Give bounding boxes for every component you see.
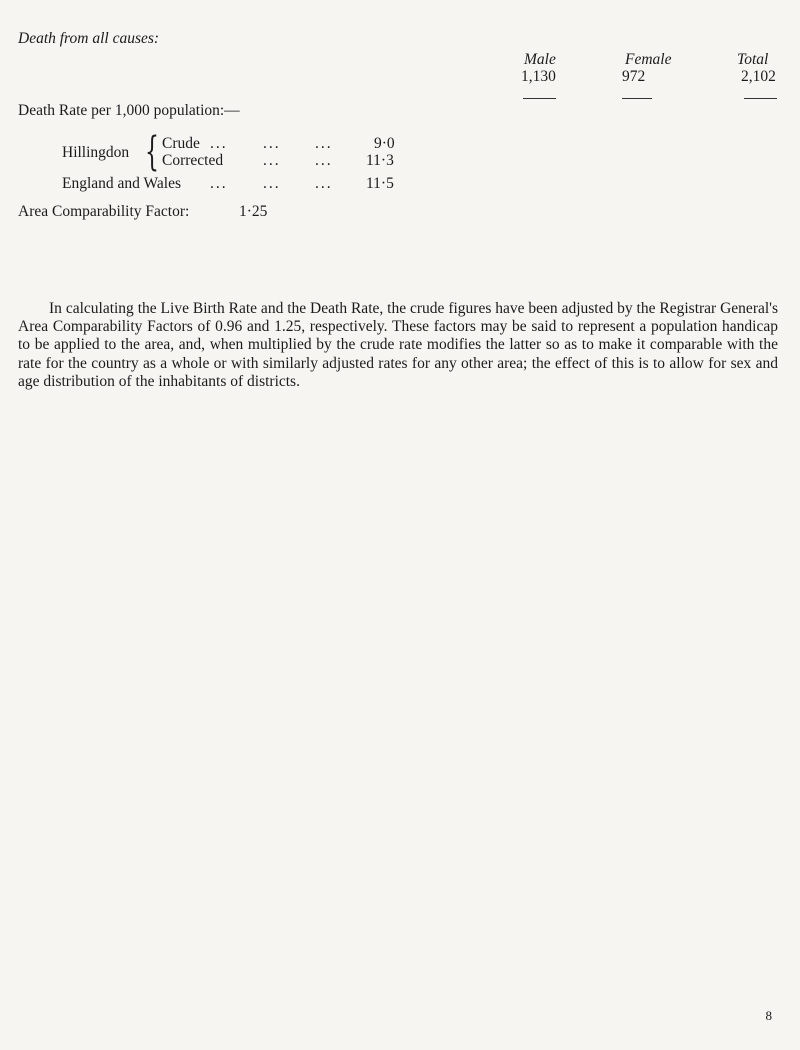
area-comparability-label: Area Comparability Factor: <box>18 203 190 220</box>
total-deaths-value: 2,102 <box>741 68 776 85</box>
total-underline <box>744 98 777 99</box>
corrected-dots: ... <box>263 152 281 169</box>
crude-dots-3: ... <box>315 135 333 152</box>
explanatory-paragraph: In calculating the Live Birth Rate and the Death Rate, the crude figures have been adjusted by the Registrar General's Area Comparability Factors of 0.96 and 1.25, respectively. These factors may be said to represent a population handicap to be applied to the area, and, when multiplied by the crude rate modifies the latter so as to make it comparable with the rate for the country as a whole or with similarly adjusted rates for any other area; the effect of this is to allow for sex and age distribution of the inhabitants of districts. <box>18 300 778 390</box>
corrected-value: 11·3 <box>366 152 394 169</box>
crude-dots: ... <box>210 135 228 152</box>
corrected-dots-2: ... <box>315 152 333 169</box>
england-dots-2: ... <box>263 175 281 192</box>
section-title: Death from all causes: <box>18 30 160 47</box>
corrected-label: Corrected <box>162 152 224 169</box>
column-header-total: Total <box>737 51 769 68</box>
hillingdon-label: Hillingdon <box>62 144 130 161</box>
crude-value: 9·0 <box>374 135 395 152</box>
page-number: 8 <box>765 1008 772 1023</box>
england-dots-3: ... <box>315 175 333 192</box>
female-underline <box>622 98 652 99</box>
england-dots: ... <box>210 175 228 192</box>
female-deaths-value: 972 <box>622 68 646 85</box>
area-comparability-value: 1·25 <box>239 203 268 220</box>
england-wales-value: 11·5 <box>366 175 394 192</box>
male-underline <box>523 98 556 99</box>
england-wales-label: England and Wales <box>62 175 181 192</box>
male-deaths-value: 1,130 <box>521 68 556 85</box>
crude-dots-2: ... <box>263 135 281 152</box>
crude-label: Crude <box>162 135 200 152</box>
death-rate-heading: Death Rate per 1,000 population:— <box>18 102 240 119</box>
column-header-male: Male <box>524 51 556 68</box>
column-header-female: Female <box>625 51 672 68</box>
brace-symbol: { <box>145 129 159 175</box>
